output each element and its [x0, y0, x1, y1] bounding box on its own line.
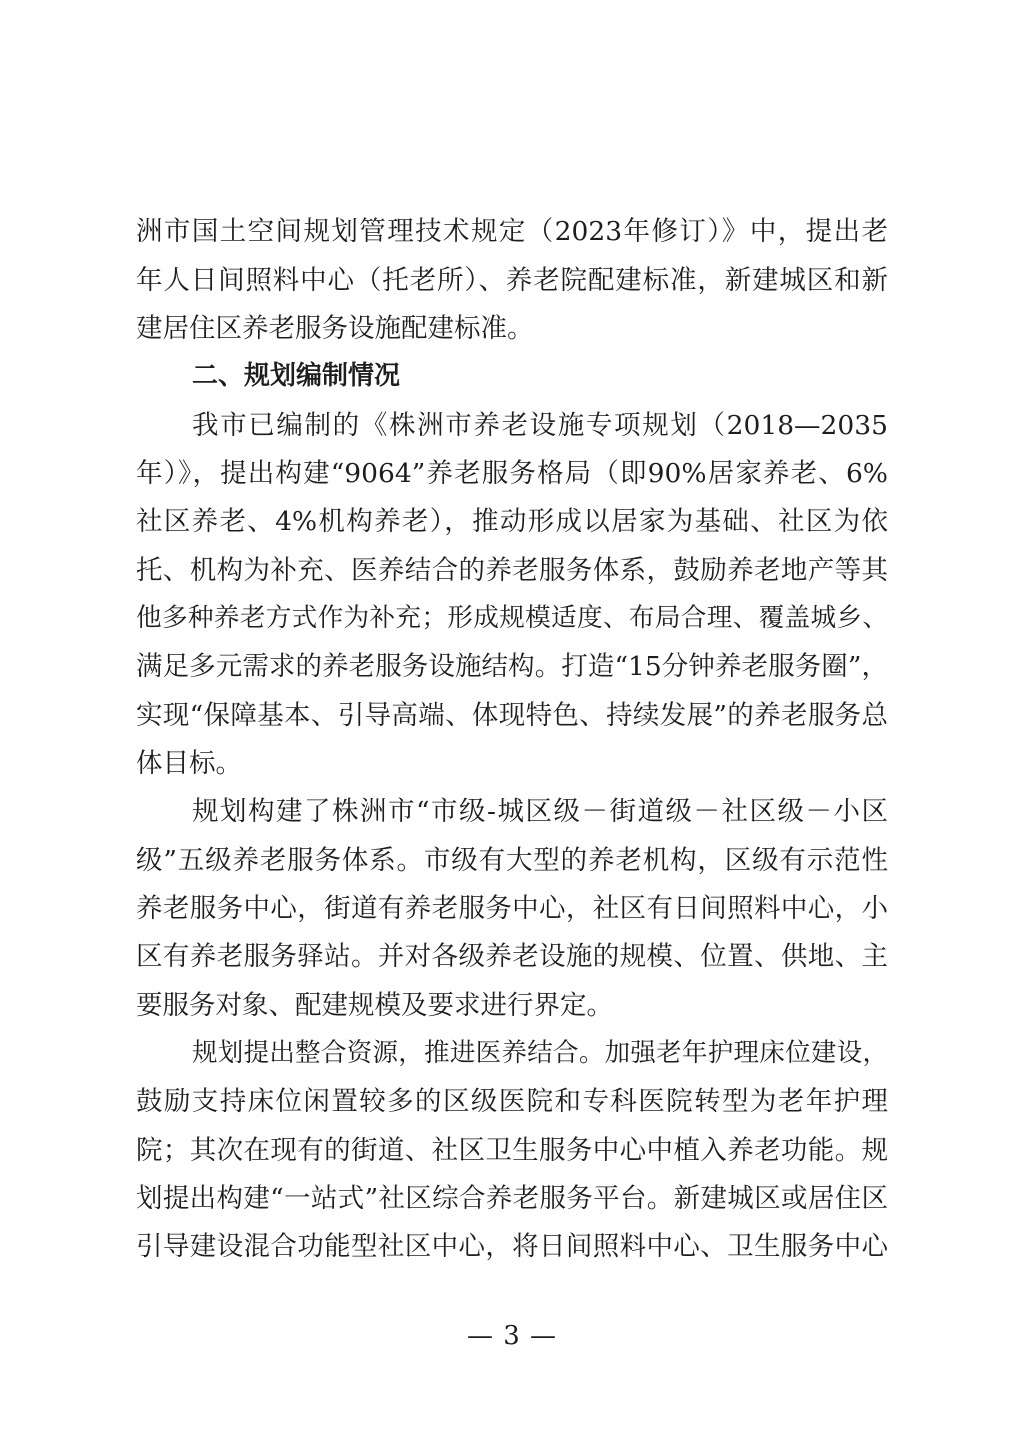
paragraph-line: 社区养老、4%机构养老），推动形成以居家为基础、社区为依	[136, 506, 888, 537]
paragraph-line: 鼓励支持床位闲置较多的区级医院和专科医院转型为老年护理	[136, 1086, 888, 1117]
paragraph-line: 实现“保障基本、引导高端、体现特色、持续发展”的养老服务总	[136, 700, 888, 731]
paragraph-line: 满足多元需求的养老服务设施结构。打造“15分钟养老服务圈”，	[136, 651, 888, 682]
paragraph-line: 他多种养老方式作为补充；形成规模适度、布局合理、覆盖城乡、	[136, 603, 888, 633]
paragraph-line: 养老服务中心，街道有养老服务中心，社区有日间照料中心，小	[136, 893, 888, 924]
paragraph-line: 区有养老服务驿站。并对各级养老设施的规模、位置、供地、主	[136, 941, 888, 972]
paragraph-line: 年）》，提出构建“9064”养老服务格局（即90%居家养老、6%	[136, 458, 888, 489]
paragraph-line: 级”五级养老服务体系。市级有大型的养老机构，区级有示范性	[136, 845, 888, 876]
paragraph-line: 我市已编制的《株洲市养老设施专项规划（2018—2035	[192, 410, 888, 441]
paragraph-line: 体目标。	[136, 748, 242, 779]
paragraph-line: 托、机构为补充、医养结合的养老服务体系，鼓励养老地产等其	[136, 555, 888, 586]
paragraph-line: 要服务对象、配建规模及要求进行界定。	[136, 990, 613, 1021]
paragraph-line: 院；其次在现有的街道、社区卫生服务中心中植入养老功能。规	[136, 1135, 888, 1166]
paragraph-line: 引导建设混合功能型社区中心，将日间照料中心、卫生服务中心	[136, 1231, 888, 1262]
paragraph-line: 建居住区养老服务设施配建标准。	[136, 313, 534, 344]
paragraph-line: 规划构建了株洲市“市级-城区级－街道级－社区级－小区	[192, 796, 888, 827]
paragraph-line: 划提出构建“一站式”社区综合养老服务平台。新建城区或居住区	[136, 1183, 888, 1214]
page-number: — 3 —	[466, 1321, 558, 1351]
paragraph-line: 规划提出整合资源，推进医养结合。加强老年护理床位建设，	[192, 1038, 888, 1068]
section-heading: 二、规划编制情况	[192, 361, 401, 391]
paragraph-line: 洲市国土空间规划管理技术规定（2023年修订）》中，提出老	[136, 216, 888, 247]
paragraph-line: 年人日间照料中心（托老所）、养老院配建标准，新建城区和新	[136, 265, 888, 296]
